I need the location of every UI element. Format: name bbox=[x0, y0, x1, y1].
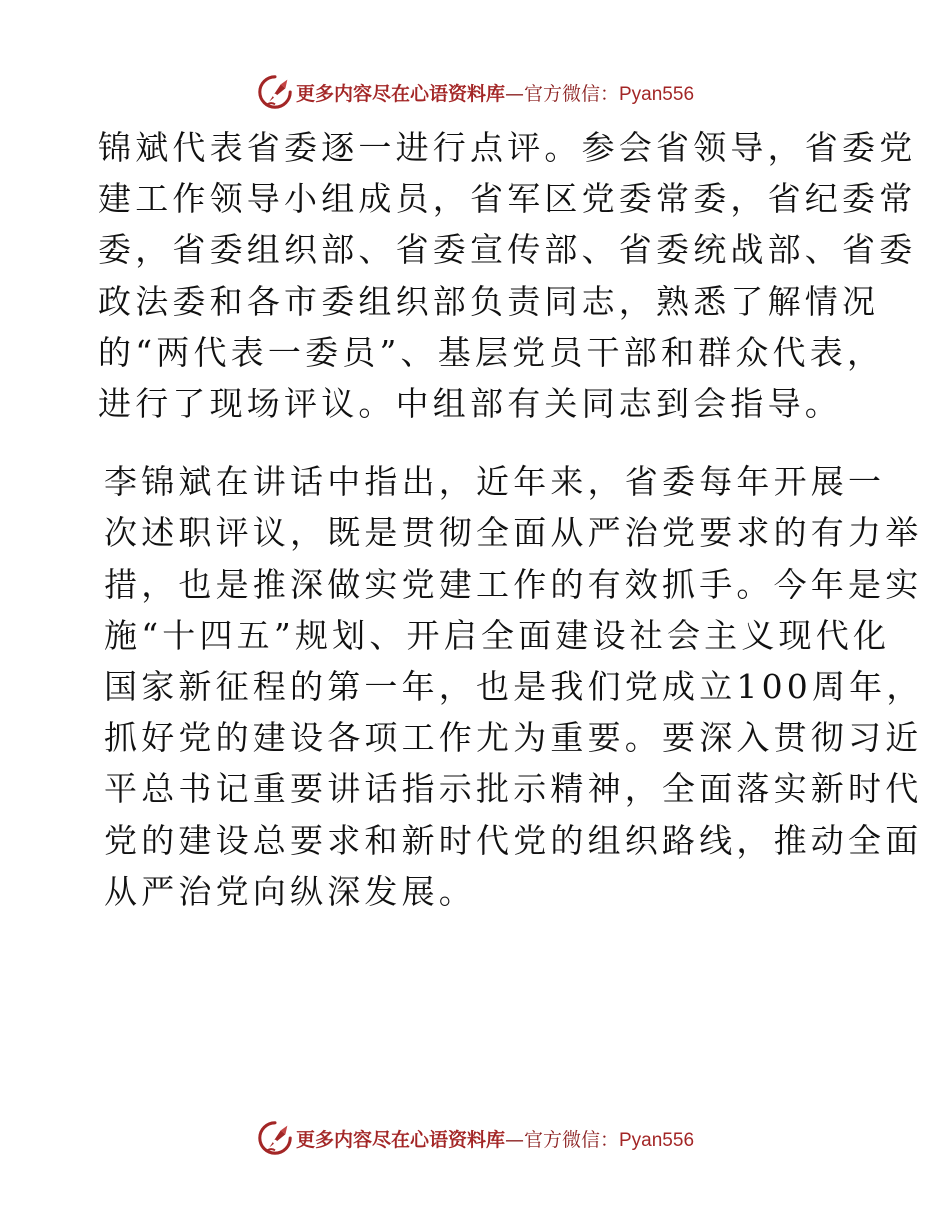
header-banner-account: Pyan556 bbox=[619, 83, 695, 105]
paragraph-2-line: 平总书记重要讲话指示批示精神，全面落实新时代 bbox=[104, 769, 923, 809]
footer-banner-brand: 更多内容尽在心语资料库 bbox=[295, 1128, 505, 1151]
paragraph-2-line: 党的建设总要求和新时代党的组织路线，推动全面 bbox=[104, 820, 923, 860]
paragraph-2-line: 国家新征程的第一年，也是我们党成立100周年， bbox=[104, 667, 924, 707]
paragraph-2-line: 措，也是推深做实党建工作的有效抓手。今年是实 bbox=[104, 564, 923, 604]
header-banner bbox=[0, 72, 950, 112]
document-body bbox=[98, 122, 924, 917]
paragraph-1-line: 进行了现场评议。中组部有关同志到会指导。 bbox=[98, 384, 842, 424]
footer-banner-account: Pyan556 bbox=[619, 1129, 695, 1151]
paragraph-2-line: 从严治党向纵深发展。 bbox=[104, 871, 476, 911]
pen-nib-logo-icon bbox=[256, 73, 294, 111]
paragraph-1 bbox=[98, 122, 917, 429]
paragraph-1-line: 的“两代表一委员”、基层党员干部和群众代表， bbox=[98, 332, 885, 372]
paragraph-1-line: 锦斌代表省委逐一进行点评。参会省领导，省委党 bbox=[98, 128, 917, 167]
paragraph-2-line: 施“十四五”规划、开启全面建设社会主义现代化 bbox=[104, 615, 891, 655]
paragraph-2-line: 抓好党的建设各项工作尤为重要。要深入贯彻习近 bbox=[104, 718, 923, 758]
paragraph-1-line: 委，省委组织部、省委宣传部、省委统战部、省委 bbox=[98, 230, 917, 270]
footer-banner-dash: — bbox=[504, 1128, 524, 1151]
header-banner-text bbox=[296, 79, 694, 106]
header-banner-wechat-label: 官方微信： bbox=[523, 82, 619, 105]
paragraph-1-line: 政法委和各市委组织部负责同志，熟悉了解情况 bbox=[98, 281, 880, 321]
paragraph-2-line: 次述职评议，既是贯彻全面从严治党要求的有力举 bbox=[104, 513, 923, 553]
header-banner-brand: 更多内容尽在心语资料库 bbox=[295, 82, 505, 105]
header-banner-dash: — bbox=[504, 82, 524, 105]
paragraph-2 bbox=[98, 456, 924, 917]
paragraph-2-line: 李锦斌在讲话中指出，近年来，省委每年开展一 bbox=[104, 462, 886, 502]
footer-banner bbox=[0, 1118, 950, 1158]
paragraph-1-line: 建工作领导小组成员，省军区党委常委，省纪委常 bbox=[98, 179, 917, 219]
footer-banner-wechat-label: 官方微信： bbox=[523, 1128, 619, 1151]
pen-nib-logo-icon bbox=[256, 1119, 294, 1157]
footer-banner-text bbox=[296, 1125, 694, 1152]
